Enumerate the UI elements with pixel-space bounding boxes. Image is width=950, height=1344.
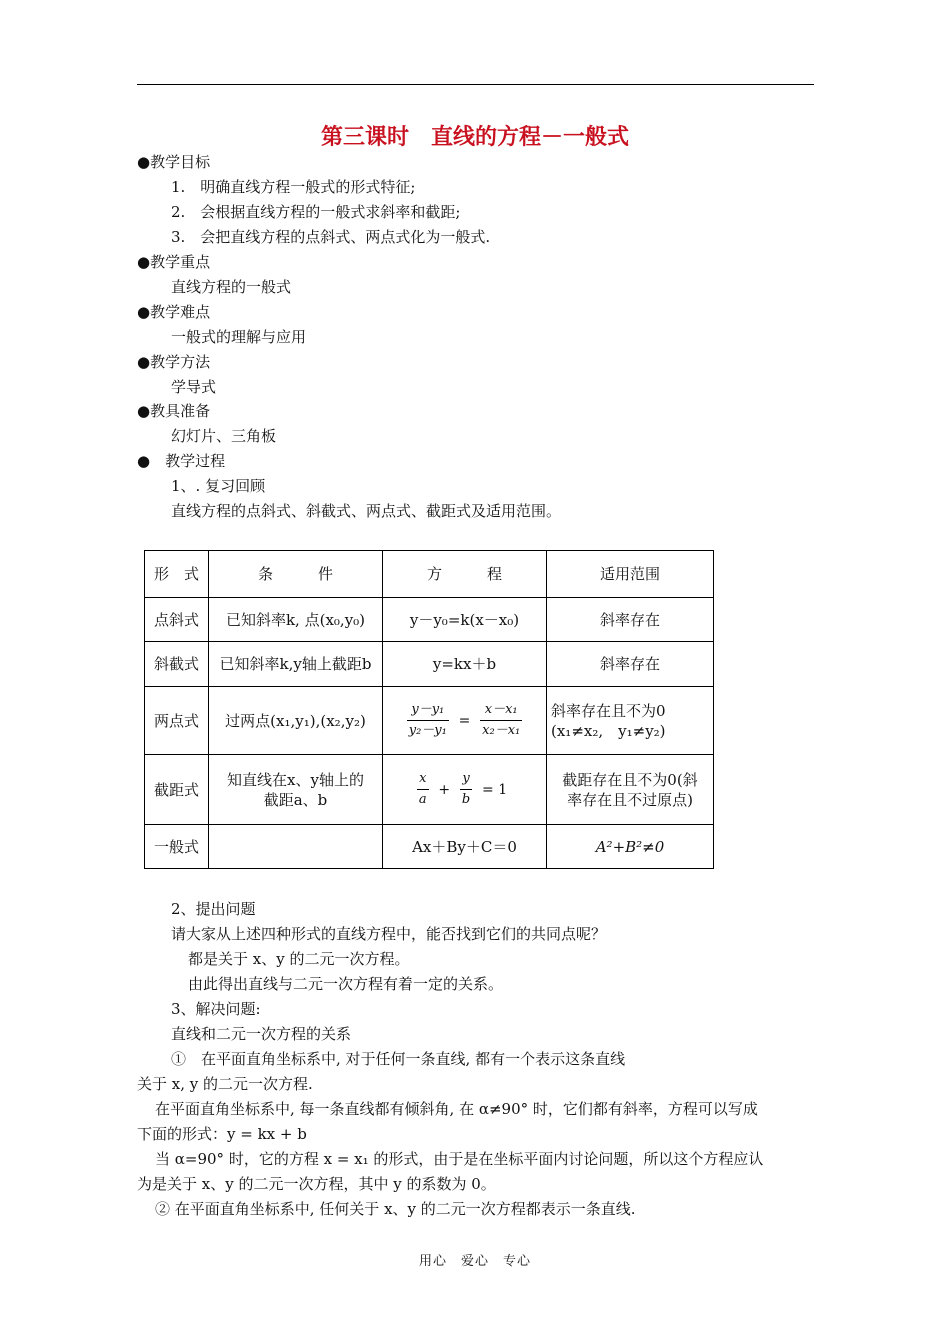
form-cell: 截距式 — [145, 755, 209, 825]
form-cell: 斜截式 — [145, 642, 209, 687]
table-row — [145, 825, 714, 869]
range-cell: 斜率存在 — [547, 598, 714, 642]
key-text: 直线方程的一般式 — [171, 278, 292, 296]
fraction-numerator: y — [460, 769, 472, 790]
goal-item: 1. 明确直线方程一般式的形式特征; — [171, 178, 416, 196]
paragraph: 下面的形式：y = kx + b — [137, 1125, 307, 1143]
equation-cell: y=kx＋b — [383, 642, 547, 687]
process-heading: ● 教学过程 — [137, 452, 226, 470]
step2-heading: 2、提出问题 — [171, 900, 256, 918]
goals-heading: ●教学目标 — [137, 153, 211, 171]
equation-cell — [383, 755, 547, 825]
line-forms-table — [144, 550, 714, 869]
page-title: 第三课时 直线的方程－一般式 — [320, 124, 629, 150]
fraction-denominator: a — [418, 792, 427, 807]
table-header-row — [145, 551, 714, 598]
range-cell: 斜率存在且不为0 (x₁≠x₂, y₁≠y₂) — [547, 687, 714, 755]
condition-cell: 已知斜率k,y轴上截距b — [209, 642, 383, 687]
table-row — [145, 642, 714, 687]
paragraph: ② 在平面直角坐标系中, 任何关于 x、y 的二元一次方程都表示一条直线. — [155, 1200, 636, 1218]
table-row — [145, 598, 714, 642]
fraction — [460, 769, 472, 810]
header-cell: 方 程 — [383, 551, 547, 598]
difficulty-heading: ●教学难点 — [137, 303, 211, 321]
paragraph: 请大家从上述四种形式的直线方程中，能否找到它们的共同点呢？ — [171, 925, 607, 943]
paragraph: ① 在平面直角坐标系中, 对于任何一条直线, 都有一个表示这条直线 — [171, 1050, 626, 1068]
condition-cell — [209, 825, 383, 869]
header-rule — [137, 84, 814, 85]
fraction-numerator: x－x₁ — [480, 700, 522, 721]
fraction-denominator: x₂－x₁ — [482, 723, 521, 738]
paragraph: 当 α=90° 时，它的方程 x = x₁ 的形式，由于是在坐标平面内讨论问题，所以这个方程应认 — [155, 1150, 764, 1168]
fraction-numerator: x — [417, 769, 429, 790]
condition-cell: 过两点(x₁,y₁),(x₂,y₂) — [209, 687, 383, 755]
method-heading: ●教学方法 — [137, 353, 211, 371]
condition-cell: 已知斜率k, 点(x₀,y₀) — [209, 598, 383, 642]
header-cell: 形 式 — [145, 551, 209, 598]
method-text: 学导式 — [171, 378, 217, 396]
equation-rhs: = 1 — [482, 781, 508, 798]
equals-sign: = — [458, 712, 471, 729]
fraction — [407, 700, 449, 741]
fraction — [417, 769, 429, 810]
step1-heading: 1、. 复习回顾 — [171, 477, 266, 495]
form-cell: 点斜式 — [145, 598, 209, 642]
difficulty-text: 一般式的理解与应用 — [171, 328, 307, 346]
range-cell: A²+B²≠0 — [547, 825, 714, 869]
form-cell: 一般式 — [145, 825, 209, 869]
step1-text: 直线方程的点斜式、斜截式、两点式、截距式及适用范围。 — [171, 502, 562, 520]
step3-heading: 3、解决问题: — [171, 1000, 261, 1018]
plus-sign: + — [438, 781, 451, 798]
paragraph: 为是关于 x、y 的二元一次方程，其中 y 的系数为 0。 — [137, 1175, 496, 1193]
header-cell: 适用范围 — [547, 551, 714, 598]
condition-cell: 知直线在x、y轴上的 截距a、b — [209, 755, 383, 825]
equation-cell — [383, 687, 547, 755]
table-row — [145, 755, 714, 825]
header-cell: 条 件 — [209, 551, 383, 598]
key-heading: ●教学重点 — [137, 253, 211, 271]
table-row — [145, 687, 714, 755]
fraction — [480, 700, 522, 741]
fraction-numerator: y－y₁ — [407, 700, 449, 721]
page-footer: 用心 爱心 专心 — [418, 1254, 531, 1269]
paragraph: 直线和二元一次方程的关系 — [171, 1025, 352, 1043]
fraction-denominator: y₂－y₁ — [408, 723, 447, 738]
equation-cell: Ax＋By＋C＝0 — [383, 825, 547, 869]
tools-heading: ●教具准备 — [137, 402, 211, 420]
tools-text: 幻灯片、三角板 — [171, 427, 277, 445]
range-cell: 斜率存在 — [547, 642, 714, 687]
goal-item: 3. 会把直线方程的点斜式、两点式化为一般式. — [171, 228, 491, 246]
paragraph: 关于 x, y 的二元一次方程. — [137, 1075, 313, 1093]
equation-cell: y－y₀=k(x－x₀) — [383, 598, 547, 642]
paragraph: 在平面直角坐标系中, 每一条直线都有倾斜角, 在 α≠90° 时，它们都有斜率，方程可以写成 — [155, 1100, 758, 1118]
fraction-denominator: b — [461, 792, 471, 807]
paragraph: 由此得出直线与二元一次方程有着一定的关系。 — [188, 975, 504, 993]
form-cell: 两点式 — [145, 687, 209, 755]
paragraph: 都是关于 x、y 的二元一次方程。 — [188, 950, 410, 968]
goal-item: 2. 会根据直线方程的一般式求斜率和截距; — [171, 203, 461, 221]
range-cell: 截距存在且不为0(斜 率存在且不过原点) — [547, 755, 714, 825]
